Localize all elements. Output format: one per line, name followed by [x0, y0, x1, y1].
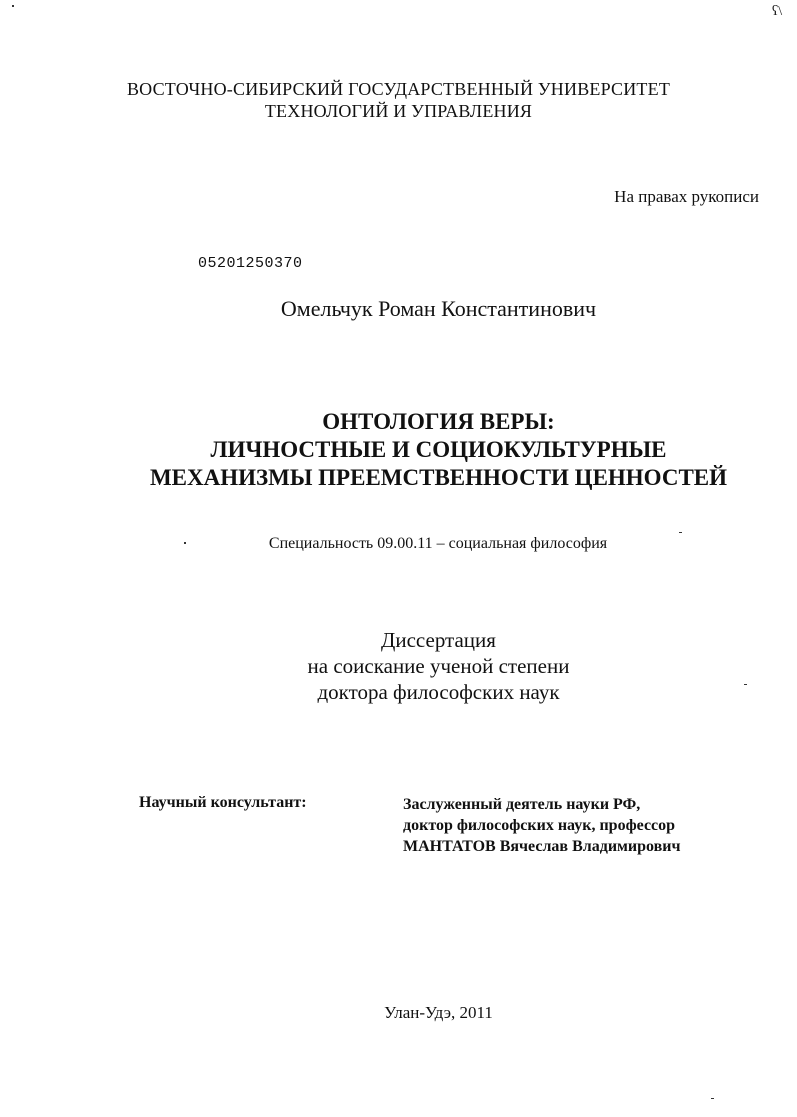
university-line-1: ВОСТОЧНО-СИБИРСКИЙ ГОСУДАРСТВЕННЫЙ УНИВЕРСИТЕТ: [126, 79, 671, 99]
scan-dot-bottom: [711, 1098, 714, 1099]
catalog-code: 05201250370: [198, 255, 303, 272]
corner-mark: ʕ\: [772, 4, 783, 19]
consultant-info: [403, 794, 681, 857]
specialty: Специальность 09.00.11 – социальная философия: [268, 535, 608, 552]
consultant-line-3: МАНТАТОВ Вячеслав Владимирович: [403, 838, 681, 855]
dissertation-line-2: на соискание ученой степени: [307, 654, 570, 678]
consultant-line-1: Заслуженный деятель науки РФ,: [403, 796, 641, 813]
title-line-3: МЕХАНИЗМЫ ПРЕЕМСТВЕННОСТИ ЦЕННОСТЕЙ: [149, 465, 728, 490]
title-line-1: ОНТОЛОГИЯ ВЕРЫ:: [322, 409, 555, 434]
consultant-label: Научный консультант:: [139, 794, 307, 811]
dissertation-line-3: доктора философских наук: [317, 680, 560, 704]
rights-note: На правах рукописи: [614, 187, 759, 206]
dissertation-type: [0, 627, 797, 705]
university-line-2: ТЕХНОЛОГИЙ И УПРАВЛЕНИЯ: [264, 101, 533, 121]
author-name: Омельчук Роман Константинович: [280, 296, 597, 321]
title-line-2: ЛИЧНОСТНЫЕ И СОЦИОКУЛЬТУРНЫЕ: [210, 437, 667, 462]
university-header: [0, 78, 797, 122]
city-year: Улан-Удэ, 2011: [384, 1003, 493, 1022]
dissertation-title: [0, 408, 797, 492]
dissertation-line-1: Диссертация: [381, 628, 496, 652]
scan-dot-topleft: [12, 5, 14, 7]
consultant-line-2: доктор философских наук, профессор: [403, 817, 676, 834]
scan-dot-right1: [679, 532, 682, 533]
